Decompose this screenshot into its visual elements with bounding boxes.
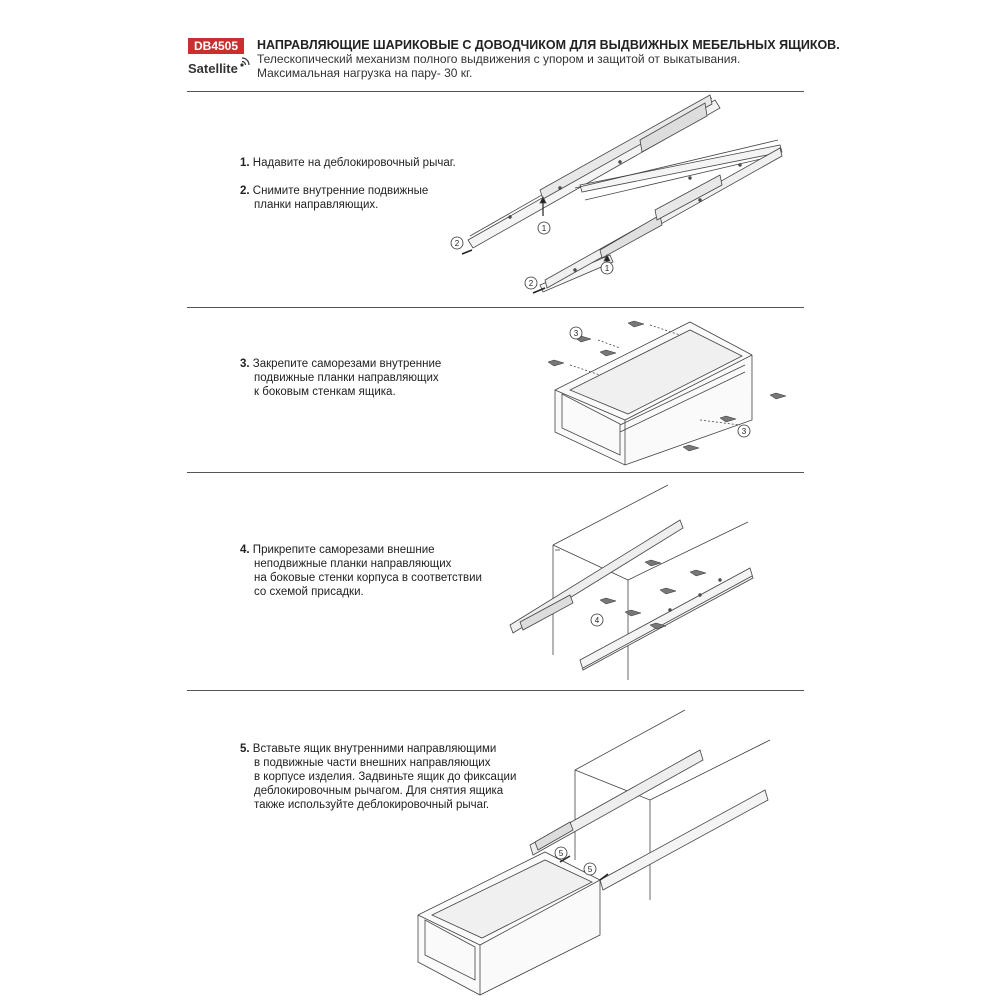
step-number: 2. <box>240 185 250 197</box>
callout-label: 5 <box>558 849 564 858</box>
step-number: 5. <box>240 743 250 755</box>
step-text: Закрепите саморезами внутренние <box>252 358 442 370</box>
brand-logo: Satellite <box>188 61 238 76</box>
callout-label: 3 <box>741 427 747 436</box>
step-text: деблокировочным рычагом. Для снятия ящика <box>254 785 504 797</box>
document-subtitle-2: Максимальная нагрузка на пару- 30 кг. <box>257 66 473 80</box>
callout-label: 1 <box>541 224 547 233</box>
step-number: 1. <box>240 157 250 169</box>
step-text: подвижные планки направляющих <box>254 372 439 384</box>
callout-label: 3 <box>573 329 579 338</box>
callout-label: 4 <box>594 616 600 625</box>
document-subtitle-1: Телескопический механизм полного выдвижения с упором и защитой от выкатывания. <box>257 52 741 66</box>
product-code-badge: DB4505 <box>188 38 244 54</box>
callout-label: 5 <box>587 865 593 874</box>
step-text: Надавите на деблокировочный рычаг. <box>252 157 456 169</box>
callout-label: 2 <box>454 239 460 248</box>
step-text: на боковые стенки корпуса в соответствии <box>254 572 482 584</box>
step-text: Прикрепите саморезами внешние <box>252 544 435 556</box>
callout-label: 2 <box>528 279 534 288</box>
cabinet-rail-mounting-drawing <box>510 485 753 680</box>
step-text: также используйте деблокировочный рычаг. <box>254 799 490 811</box>
step-text: неподвижные планки направляющих <box>254 558 452 570</box>
step-text: со схемой присадки. <box>254 586 364 598</box>
step-text: к боковым стенкам ящика. <box>254 386 396 398</box>
drawer-insertion-drawing <box>418 710 770 995</box>
document-title: НАПРАВЛЯЮЩИЕ ШАРИКОВЫЕ С ДОВОДЧИКОМ ДЛЯ ВЫДВИЖНЫХ МЕБЕЛЬНЫХ ЯЩИКОВ. <box>257 38 840 52</box>
step-text: Снимите внутренние подвижные <box>252 185 429 197</box>
step-text: Вставьте ящик внутренними направляющими <box>252 743 497 755</box>
callout-label: 1 <box>604 264 610 273</box>
slide-rail-pair-drawing <box>462 95 782 293</box>
step-text: в корпусе изделия. Задвиньте ящик до фиксации <box>254 771 517 783</box>
step-text: планки направляющих. <box>254 199 379 211</box>
step-text: в подвижные части внешних направляющих <box>254 757 491 769</box>
drawer-box-drawing <box>548 321 786 465</box>
callout-markers <box>451 222 750 875</box>
step-number: 3. <box>240 358 250 370</box>
step-number: 4. <box>240 544 250 556</box>
